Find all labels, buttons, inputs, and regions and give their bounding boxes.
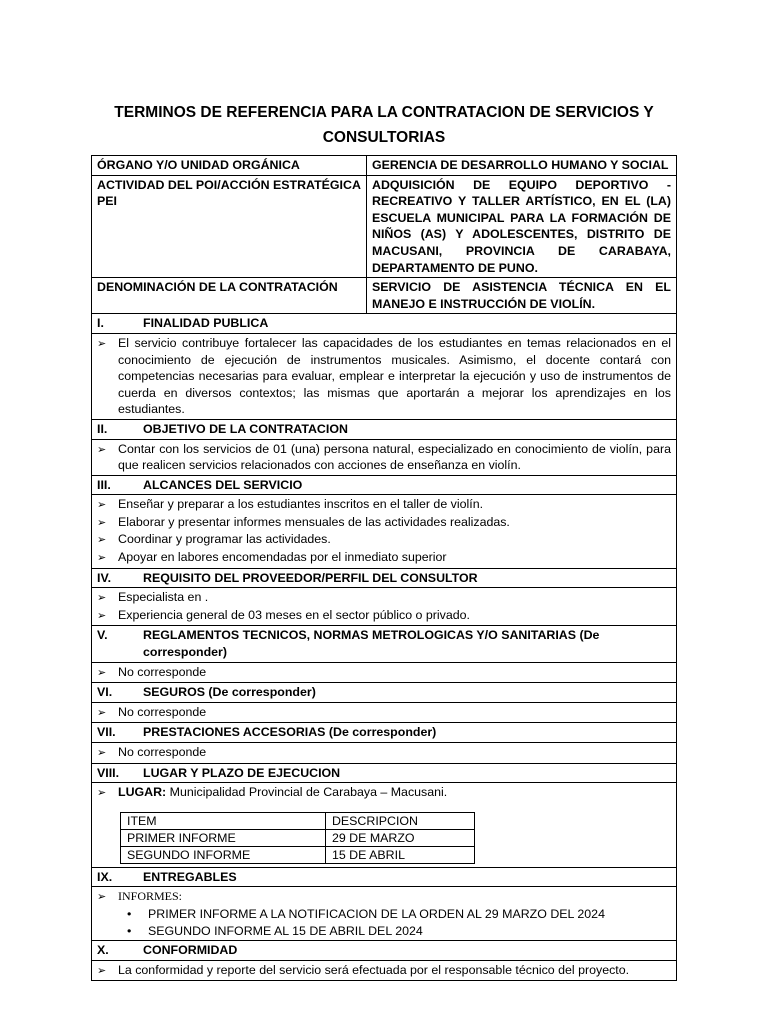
table-header: DESCRIPCION (325, 812, 474, 829)
table-header: ITEM (121, 812, 326, 829)
arrow-bullet-icon: ➢ (97, 609, 107, 622)
section-number: I. (97, 316, 104, 331)
organo-label: ÓRGANO Y/O UNIDAD ORGÁNICA (92, 156, 367, 176)
arrow-bullet-icon: ➢ (97, 592, 107, 605)
arrow-bullet-icon: ➢ (97, 534, 107, 547)
section-header (92, 475, 677, 495)
list-item: ➢ No corresponde (97, 744, 671, 762)
terms-table (91, 155, 677, 981)
list-item: ➢ Coordinar y programar las actividades. (97, 531, 671, 549)
section-body (92, 588, 677, 626)
section-body (92, 495, 677, 568)
table-cell: 29 DE MARZO (325, 829, 474, 846)
arrow-bullet-icon: ➢ (97, 499, 107, 512)
document-title: TERMINOS DE REFERENCIA PARA LA CONTRATACION DE SERVICIOS Y CONSULTORIAS (114, 104, 654, 146)
actividad-label: ACTIVIDAD DEL POI/ACCIÓN ESTRATÉGICA PEI (92, 175, 367, 278)
section-body (92, 662, 677, 683)
section-number: X. (97, 943, 109, 958)
actividad-value: ADQUISICIÓN DE EQUIPO DEPORTIVO - RECREATIVO Y TALLER ARTÍSTICO, EN EL (LA) ESCUELA MUNICIPAL PARA LA FORMACIÓN DE NIÑOS (AS) Y ADOLESCENTES, DISTRITO DE MACUSANI, PROVINCIA DE CARABAYA, DEPARTAMENTO DE PUNO. (367, 175, 677, 278)
section-number: IX. (97, 869, 113, 884)
section-title: OBJETIVO DE LA CONTRATACION (143, 421, 348, 436)
section-number: VI. (97, 685, 113, 700)
section-title: REGLAMENTOS TECNICOS, NORMAS METROLOGICAS Y/O SANITARIAS (De corresponder) (143, 628, 600, 660)
arrow-bullet-icon: ➢ (97, 787, 107, 800)
table-cell: 15 DE ABRIL (325, 846, 474, 863)
arrow-bullet-icon: ➢ (97, 891, 107, 904)
arrow-bullet-icon: ➢ (97, 516, 107, 529)
section-body (92, 783, 677, 868)
list-item (97, 784, 671, 802)
list-item: ➢ Experiencia general de 03 meses en el sector público o privado. (97, 607, 671, 625)
section-number: II. (97, 421, 108, 436)
list-item: ➢ El servicio contribuye fortalecer las capacidades de los estudiantes en temas relacionados en el conocimiento de ejecución de instrumentos musicales. Asimismo, el docente contará con competencias necesarias para evaluar, emplear e interpretar la ejecución y uso de instrumentos de cuerda en diversos contextos; las mismas que aportarán a mejorar los aprendizajes en los estudiantes. (97, 335, 671, 417)
table-row (121, 846, 475, 863)
lugar-value: Municipalidad Provincial de Carabaya – Macusani. (169, 785, 448, 800)
table-row (121, 829, 475, 846)
section-body (92, 960, 677, 981)
denominacion-row (92, 278, 677, 314)
schedule-table (120, 812, 475, 864)
section-title: ALCANCES DEL SERVICIO (143, 477, 303, 492)
arrow-bullet-icon: ➢ (97, 443, 107, 456)
section-title: PRESTACIONES ACCESORIAS (De corresponder) (143, 725, 437, 740)
list-item (97, 888, 671, 906)
section-header (92, 723, 677, 743)
arrow-bullet-icon: ➢ (97, 666, 107, 679)
section-number: V. (97, 628, 108, 643)
informes-label: INFORMES: (118, 889, 183, 904)
section-header (92, 683, 677, 703)
section-header (92, 568, 677, 588)
list-item: ➢ Contar con los servicios de 01 (una) persona natural, especializado en conocimiento de violín, para que realicen servicios relacionados con acciones de enseñanza en violín. (97, 441, 671, 473)
section-header (92, 626, 677, 662)
section-number: VII. (97, 725, 116, 740)
arrow-bullet-icon: ➢ (97, 706, 107, 719)
arrow-bullet-icon: ➢ (97, 337, 107, 350)
list-item: ➢ No corresponde (97, 704, 671, 722)
section-number: III. (97, 477, 111, 492)
section-title: REQUISITO DEL PROVEEDOR/PERFIL DEL CONSULTOR (143, 570, 478, 585)
section-body (92, 439, 677, 475)
section-body (92, 702, 677, 723)
arrow-bullet-icon: ➢ (97, 747, 107, 759)
section-title: LUGAR Y PLAZO DE EJECUCION (143, 765, 341, 780)
list-item: ➢ Especialista en . (97, 589, 671, 607)
section-title: FINALIDAD PUBLICA (143, 316, 269, 331)
section-body (92, 333, 677, 419)
list-item: ➢ Elaborar y presentar informes mensuales de las actividades realizadas. (97, 514, 671, 532)
list-item: • PRIMER INFORME A LA NOTIFICACION DE LA ORDEN AL 29 MARZO DEL 2024 (127, 906, 605, 921)
list-item: • SEGUNDO INFORME AL 15 DE ABRIL DEL 2024 (127, 923, 423, 938)
lugar-label: LUGAR: (118, 785, 167, 800)
denominacion-value: SERVICIO DE ASISTENCIA TÉCNICA EN EL MANEJO E INSTRUCCIÓN DE VIOLÍN. (367, 278, 677, 314)
arrow-bullet-icon: ➢ (97, 552, 107, 565)
section-title: SEGUROS (De corresponder) (143, 685, 316, 700)
table-cell: SEGUNDO INFORME (121, 846, 326, 863)
table-header-row (121, 812, 475, 829)
section-header (92, 419, 677, 439)
denominacion-label: DENOMINACIÓN DE LA CONTRATACIÓN (92, 278, 367, 314)
organo-row (92, 156, 677, 176)
section-header (92, 867, 677, 887)
section-title: ENTREGABLES (143, 869, 237, 884)
section-header (92, 763, 677, 783)
section-body (92, 743, 677, 764)
organo-value: GERENCIA DE DESARROLLO HUMANO Y SOCIAL (367, 156, 677, 176)
actividad-row (92, 175, 677, 278)
section-header (92, 314, 677, 334)
bullet-icon: • (127, 906, 132, 921)
list-item: ➢ Apoyar en labores encomendadas por el inmediato superior (97, 549, 671, 567)
section-number: IV. (97, 570, 112, 585)
section-title: CONFORMIDAD (143, 943, 238, 958)
section-header (92, 941, 677, 961)
section-number: VIII. (97, 765, 120, 780)
list-item: ➢ La conformidad y reporte del servicio será efectuada por el responsable técnico del proyecto. (97, 962, 671, 980)
arrow-bullet-icon: ➢ (97, 964, 107, 977)
table-cell: PRIMER INFORME (121, 829, 326, 846)
list-item: ➢ No corresponde (97, 664, 671, 682)
list-item: ➢ Enseñar y preparar a los estudiantes inscritos en el taller de violín. (97, 496, 671, 514)
bullet-icon: • (127, 923, 132, 938)
section-body (92, 887, 677, 941)
